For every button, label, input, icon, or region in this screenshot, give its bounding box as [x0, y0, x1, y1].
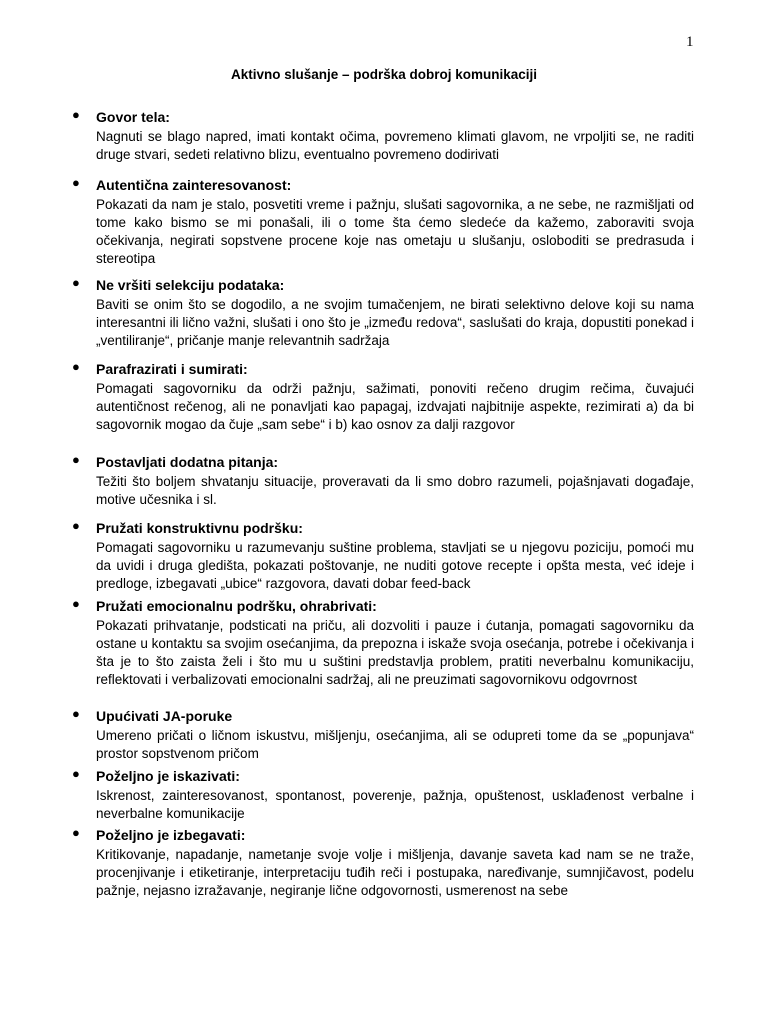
section-ne-vrsiti-selekciju: [72, 276, 694, 350]
document-title: Aktivno slušanje – podrška dobroj komunikaciji: [230, 67, 538, 82]
bullet-icon: ●: [72, 766, 80, 781]
bullet-icon: ●: [72, 275, 80, 290]
section-emocionalna-podrska: [72, 597, 694, 689]
bullet-icon: ●: [72, 175, 80, 190]
section-parafrazirati: [72, 360, 694, 434]
section-text: Umereno pričati o ličnom iskustvu, mišljenju, osećanjima, ali se odupreti tome da se „popunjava“ prostor sopstvenom pričom: [96, 728, 694, 761]
bullet-icon: ●: [72, 107, 80, 122]
bullet-icon: ●: [72, 452, 80, 467]
section-dodatna-pitanja: [72, 453, 694, 509]
section-konstruktivna-podrska: [72, 519, 694, 593]
section-text: Kritikovanje, napadanje, nametanje svoje volje i mišljenja, davanje saveta kad nam se ne traže, procenjivanje i etiketiranje, interpretaciju tuđih reči i postupaka, naređivanje, sumnjičavost, podelu pažnje, nejasno izražavanje, negiranje lične odgovornosti, usmerenost na sebe: [96, 847, 694, 898]
section-text: Pomagati sagovorniku da održi pažnju, sažimati, ponoviti rečeno drugim rečima, čuvajući autentičnost rečenog, ali ne ponavljati kao papagaj, izdvajati najbitnije aspekte, rezimirati a) da bi sagovornik mogao da čuje „sam sebe“ i b) kao osnov za dalji razgovor: [96, 381, 694, 432]
section-heading: Govor tela:: [96, 109, 170, 125]
bullet-icon: ●: [72, 359, 80, 374]
section-text: Nagnuti se blago napred, imati kontakt očima, povremeno klimati glavom, ne vrpoljiti se, ne raditi druge stvari, sedeti relativno blizu, eventualno povremeno dodirivati: [96, 129, 694, 162]
bullet-icon: ●: [72, 596, 80, 611]
section-heading: Ne vršiti selekciju podataka:: [96, 277, 285, 293]
section-text: Iskrenost, zainteresovanost, spontanost, poverenje, pažnja, opuštenost, usklađenost verbalne i neverbalne komunikacije: [96, 788, 694, 821]
section-text: Pokazati prihvatanje, podsticati na priču, ali dozvoliti i pauze i ćutanja, pomagati sagovorniku da ostane u kontaktu sa svojim osećanjima, da prepozna i iskaže svoja osećanja, potrebe i očekivanja i šta je to što zaista želi i što mu u suštini predstavlja problem, pratiti neverbalnu komunikaciju, reflektovati i verbalizovati emocionalni sadržaj, ali ne preuzimati sagovornikovu odgovrnost: [96, 618, 694, 687]
section-pozeljno-izbegavati: [72, 826, 694, 900]
section-heading: Poželjno je iskazivati:: [96, 768, 240, 784]
section-text: Pomagati sagovorniku u razumevanju suštine problema, stavljati se u njegovu poziciju, pomoći mu da uvidi i druga gledišta, pokazati poštovanje, ne nuditi gotove recepte i opšta mesta, već ideje i predloge, izbegavati „ubice“ razgovora, davati dobar feed-back: [96, 540, 694, 591]
section-heading: Upućivati JA-poruke: [96, 708, 233, 724]
bullet-icon: ●: [72, 825, 80, 840]
section-autenticna-zainteresovanost: [72, 176, 694, 268]
section-heading: Postavljati dodatna pitanja:: [96, 454, 279, 470]
section-heading: Pružati emocionalnu podršku, ohrabrivati:: [96, 598, 377, 614]
section-heading: Autentična zainteresovanost:: [96, 177, 292, 193]
section-ja-poruke: [72, 707, 694, 763]
section-text: Baviti se onim što se dogodilo, a ne svojim tumačenjem, ne birati selektivno delove koji su nama interesantni ili lično važni, slušati i ono što je „između redova“, saslušati do kraja, dopustiti ponekad i „ventiliranje“, pričanje manje relevantnih sadržaja: [96, 297, 694, 348]
section-govor-tela: [72, 108, 694, 164]
bullet-icon: ●: [72, 518, 80, 533]
section-heading: Pružati konstruktivnu podršku:: [96, 520, 303, 536]
section-heading: Poželjno je izbegavati:: [96, 827, 246, 843]
section-heading: Parafrazirati i sumirati:: [96, 361, 248, 377]
section-pozeljno-iskazivati: [72, 767, 694, 823]
section-text: Težiti što boljem shvatanju situacije, proveravati da li smo dobro razumeli, pojašnjavati događaje, motive učesnika i sl.: [96, 474, 694, 507]
bullet-icon: ●: [72, 706, 80, 721]
page-number: 1: [686, 34, 694, 50]
section-text: Pokazati da nam je stalo, posvetiti vreme i pažnju, slušati sagovornika, a ne sebe, ne razmišljati od tome kako bismo se mi ponašali, ili o tome šta ćemo sledeće da kažemo, zaboraviti svoja očekivanja, negirati sopstvene procene koje nas ometaju u slušanju, osloboditi se predrasuda i stereotipa: [96, 197, 694, 266]
